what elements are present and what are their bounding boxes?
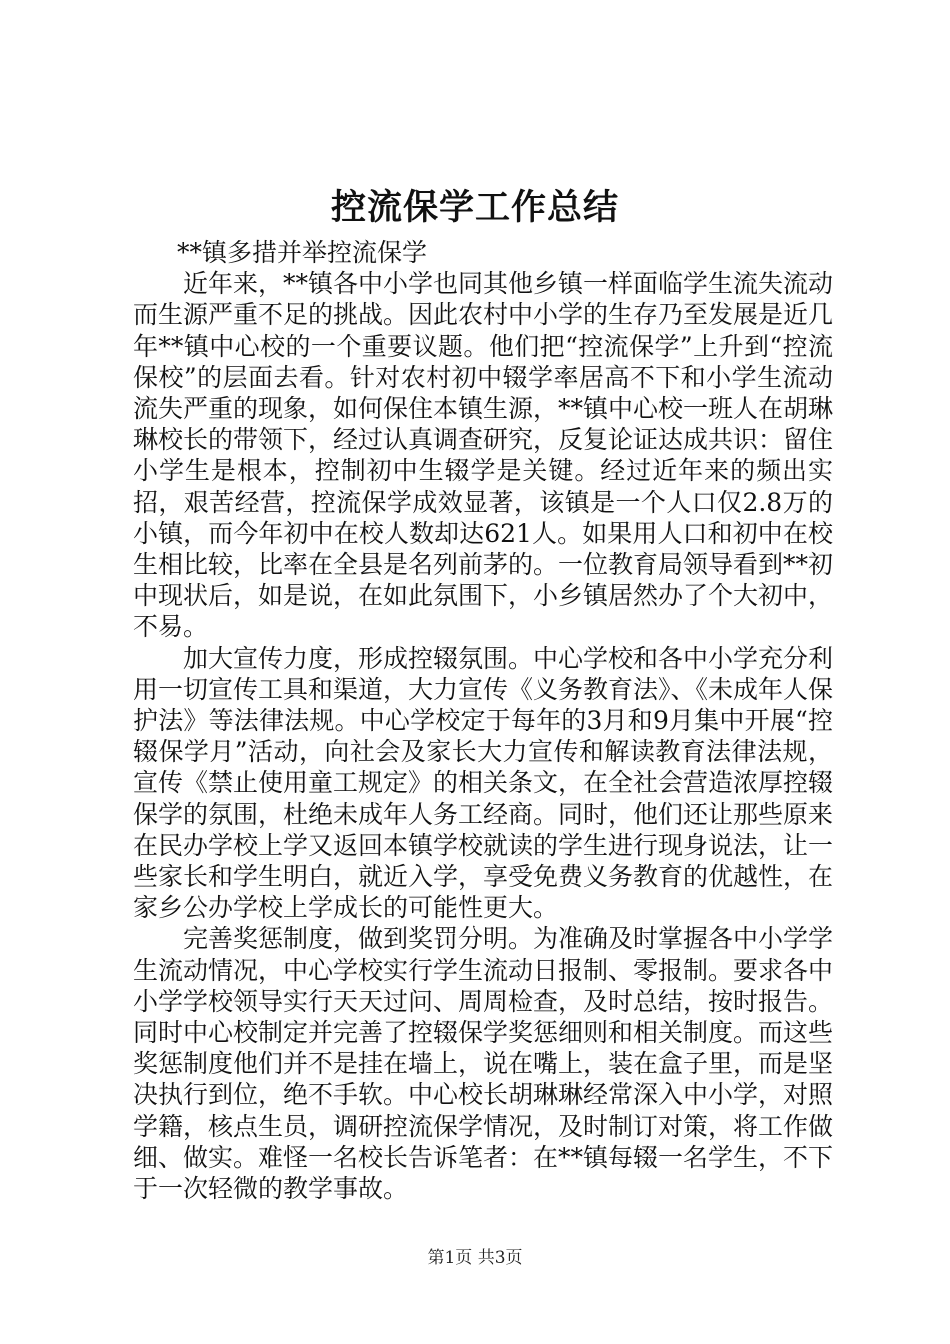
subheading-paragraph: **镇多措并举控流保学	[177, 238, 428, 267]
document-body	[133, 237, 833, 1204]
body-paragraph-intro: 近年来，**镇各中小学也同其他乡镇一样面临学生流失流动而生源严重不足的挑战。因此农村中小学的生存乃至发展是近几年**镇中心校的一个重要议题。他们把“控流保学”上升到“控流保校”的层面去看。针对农村初中辍学率居高不下和小学生流动流失严重的现象，如何保住本镇生源，**镇中心校一班人在胡琳琳校长的带领下，经过认真调查研究，反复论证达成共识：留住小学生是根本，控制初中生辍学是关键。经过近年来的频出实招，艰苦经营，控流保学成效显著，该镇是一个人口仅2.8万的小镇，而今年初中在校人数却达621人。如果用人口和初中在校生相比较，比率在全县是名列前茅的。一位教育局领导看到**初中现状后，如是说，在如此氛围下，小乡镇居然办了个大初中，不易。	[133, 269, 834, 642]
body-paragraph-publicity: 加大宣传力度，形成控辍氛围。中心学校和各中小学充分利用一切宣传工具和渠道，大力宣传《义务教育法》、《未成年人保护法》等法律法规。中心学校定于每年的3月和9月集中开展“控辍保学月”活动，向社会及家长大力宣传和解读教育法律法规，宣传《禁止使用童工规定》的相关条文，在全社会营造浓厚控辍保学的氛围，杜绝未成年人务工经商。同时，他们还让那些原来在民办学校上学又返回本镇学校就读的学生进行现身说法，让一些家长和学生明白，就近入学，享受免费义务教育的优越性，在家乡公办学校上学成长的可能性更大。	[133, 643, 834, 923]
body-paragraph-rewards: 完善奖惩制度，做到奖罚分明。为准确及时掌握各中小学学生流动情况，中心学校实行学生流动日报制、零报制。要求各中小学学校领导实行天天过问、周周检查，及时总结，按时报告。同时中心校制定并完善了控辍保学奖惩细则和相关制度。而这些奖惩制度他们并不是挂在墙上，说在嘴上，装在盒子里，而是坚决执行到位，绝不手软。中心校长胡琳琳经常深入中小学，对照学籍，核点生员，调研控流保学情况，及时制订对策，将工作做细、做实。难怪一名校长告诉笔者：在**镇每辍一名学生，不下于一次轻微的教学事故。	[133, 924, 834, 1204]
document-title: 控流保学工作总结	[330, 187, 619, 228]
page-number-footer: 第1页 共3页	[427, 1248, 523, 1268]
